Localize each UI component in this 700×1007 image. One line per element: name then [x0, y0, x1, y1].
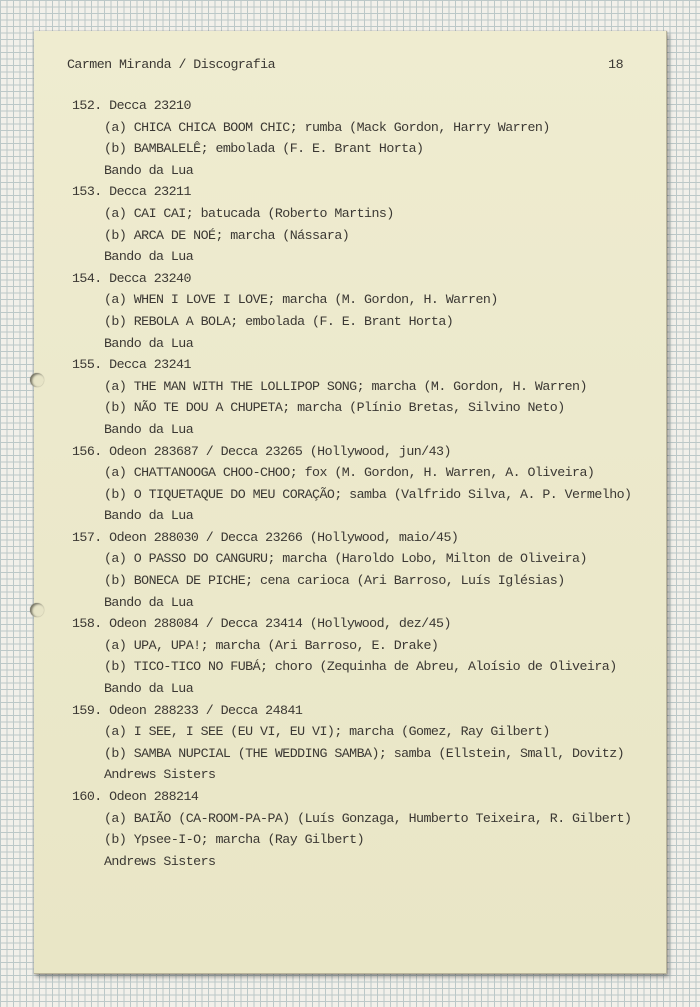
discography-entry — [72, 700, 662, 786]
discography-entry — [72, 95, 662, 181]
discography-entry — [72, 786, 662, 872]
artist-line: Bando da Lua — [104, 681, 194, 697]
track-line: (a) O PASSO DO CANGURU; marcha (Haroldo Lobo, Milton de Oliveira) — [104, 551, 587, 567]
track-line: (a) WHEN I LOVE I LOVE; marcha (M. Gordon, H. Warren) — [104, 292, 498, 308]
entry-heading: 160. Odeon 288214 — [72, 789, 199, 804]
entry-heading: 159. Odeon 288233 / Decca 24841 — [72, 702, 303, 718]
entry-heading: 154. Decca 23240 — [72, 270, 191, 286]
track-line: (b) BAMBALELÊ; embolada (F. E. Brant Horta) — [104, 141, 424, 157]
discography-entry — [72, 354, 662, 440]
artist-line: Bando da Lua — [104, 335, 194, 351]
track-line: (a) CAI CAI; batucada (Roberto Martins) — [104, 205, 394, 221]
track-line: (a) UPA, UPA!; marcha (Ari Barroso, E. Drake) — [104, 637, 439, 653]
discography-entry — [72, 268, 662, 354]
discography-entry — [72, 527, 662, 613]
artist-line: Andrews Sisters — [104, 853, 216, 869]
entry-heading: 157. Odeon 288030 / Decca 23266 (Hollywood, maio/45) — [72, 529, 459, 545]
track-line: (b) REBOLA A BOLA; embolada (F. E. Brant Horta) — [104, 313, 454, 329]
page-title: Carmen Miranda / Discografia — [67, 57, 276, 72]
entry-heading: 155. Decca 23241 — [72, 357, 191, 373]
artist-line: Bando da Lua — [104, 508, 194, 524]
artist-line: Bando da Lua — [104, 249, 194, 265]
punch-hole-lower — [30, 603, 44, 617]
discography-entry — [72, 613, 662, 699]
punch-hole-upper — [30, 373, 44, 387]
artist-line: Bando da Lua — [104, 421, 194, 437]
track-line: (b) NÃO TE DOU A CHUPETA; marcha (Plínio Bretas, Silvino Neto) — [104, 400, 565, 416]
track-line: (b) BONECA DE PICHE; cena carioca (Ari Barroso, Luís Iglésias) — [104, 573, 565, 589]
entry-heading: 158. Odeon 288084 / Decca 23414 (Hollywood, dez/45) — [72, 616, 451, 632]
discography-list — [72, 95, 662, 872]
artist-line: Bando da Lua — [104, 594, 194, 610]
track-line: (a) THE MAN WITH THE LOLLIPOP SONG; marcha (M. Gordon, H. Warren) — [104, 378, 587, 394]
track-line: (b) ARCA DE NOÉ; marcha (Nássara) — [104, 227, 350, 243]
page-number: 18 — [608, 57, 623, 72]
track-line: (a) BAIÃO (CA-ROOM-PA-PA) (Luís Gonzaga, Humberto Teixeira, R. Gilbert) — [104, 810, 632, 826]
entry-heading: 152. Decca 23210 — [72, 98, 191, 113]
track-line: (b) O TIQUETAQUE DO MEU CORAÇÃO; samba (Valfrido Silva, A. P. Vermelho) — [104, 486, 632, 502]
entry-heading: 156. Odeon 283687 / Decca 23265 (Hollywood, jun/43) — [72, 443, 451, 459]
track-line: (a) I SEE, I SEE (EU VI, EU VI); marcha (Gomez, Ray Gilbert) — [104, 724, 550, 740]
artist-line: Andrews Sisters — [104, 767, 216, 783]
track-line: (b) Ypsee-I-O; marcha (Ray Gilbert) — [104, 832, 365, 848]
typewritten-page — [34, 31, 667, 974]
track-line: (b) SAMBA NUPCIAL (THE WEDDING SAMBA); samba (Ellstein, Small, Dovitz) — [104, 745, 625, 761]
discography-entry — [72, 181, 662, 267]
artist-line: Bando da Lua — [104, 162, 194, 178]
entry-heading: 153. Decca 23211 — [72, 184, 191, 200]
track-line: (a) CHICA CHICA BOOM CHIC; rumba (Mack Gordon, Harry Warren) — [104, 119, 550, 135]
discography-entry — [72, 441, 662, 527]
track-line: (b) TICO-TICO NO FUBÁ; choro (Zequinha de Abreu, Aloísio de Oliveira) — [104, 659, 617, 675]
track-line: (a) CHATTANOOGA CHOO-CHOO; fox (M. Gordon, H. Warren, A. Oliveira) — [104, 465, 595, 481]
